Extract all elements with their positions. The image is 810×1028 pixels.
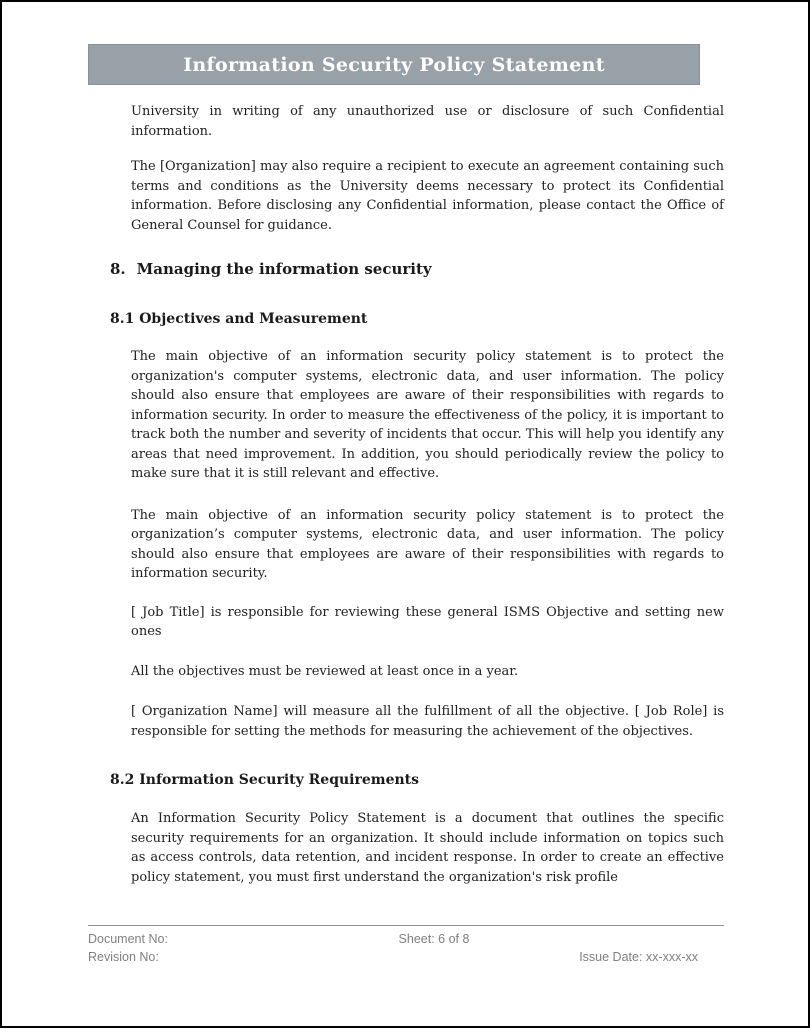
- section-number: 8.: [110, 260, 126, 278]
- footer-row-1: [88, 930, 724, 948]
- subsection-heading-8-1: 8.1 Objectives and Measurement: [110, 311, 368, 327]
- section-heading-text: Managing the information security: [136, 260, 432, 278]
- document-title-banner: [88, 44, 700, 85]
- paragraph-organization-agreement: The [Organization] may also require a recipient to execute an agreement containing such terms and conditions as the University deems necessary to protect its Confidential information. Before disclosing any Confidential information, please contact the Office of General Counsel for guidance.: [131, 159, 724, 233]
- paragraph-organization-measure: [ Organization Name] will measure all the fulfillment of all the objective. [ Job Role] is responsible for setting the methods for measuring the achievement of the objectives.: [131, 704, 724, 739]
- paragraph-main-objective-short: The main objective of an information security policy statement is to protect the organization’s computer systems, electronic data, and user information. The policy should also ensure that employees are aware of their responsibilities with regards to information security.: [131, 507, 724, 581]
- paragraph-security-requirements: An Information Security Policy Statement is a document that outlines the specific security requirements for an organization. It should include information on topics such as access controls, data retention, and incident response. In order to create an effective policy statement, you must first understand the organization's risk profile: [131, 811, 724, 885]
- paragraph-objectives-review: All the objectives must be reviewed at least once in a year.: [131, 663, 519, 679]
- paragraph-job-title: [ Job Title] is responsible for reviewing these general ISMS Objective and setting new ones: [131, 604, 724, 639]
- paragraph-confidential-info: University in writing of any unauthorized use or disclosure of such Confidential information.: [131, 104, 724, 139]
- paragraph-main-objective-long: The main objective of an information security policy statement is to protect the organization's computer systems, electronic data, and user information. The policy should also ensure that employees are aware of their responsibilities with regards to information security. In order to measure the effectiveness of the policy, it is important to track both the number and severity of incidents that occur. This will help you identify any areas that need improvement. In addition, you should periodically review the policy to make sure that it is still relevant and effective.: [131, 349, 724, 481]
- footer-row-2: [88, 948, 724, 966]
- footer-spacer: [291, 948, 494, 966]
- sheet-number: Sheet: 6 of 8: [398, 932, 470, 946]
- page-footer: [88, 925, 724, 966]
- issue-date-label: Issue Date: xx-xxx-xx: [579, 950, 698, 964]
- section-heading-8: [110, 259, 724, 279]
- footer-spacer: [512, 930, 724, 948]
- subsection-heading-8-2: 8.2 Information Security Requirements: [110, 772, 420, 788]
- document-title: Information Security Policy Statement: [183, 53, 605, 76]
- revision-no-label: Revision No:: [88, 950, 159, 964]
- document-no-label: Document No:: [88, 932, 168, 946]
